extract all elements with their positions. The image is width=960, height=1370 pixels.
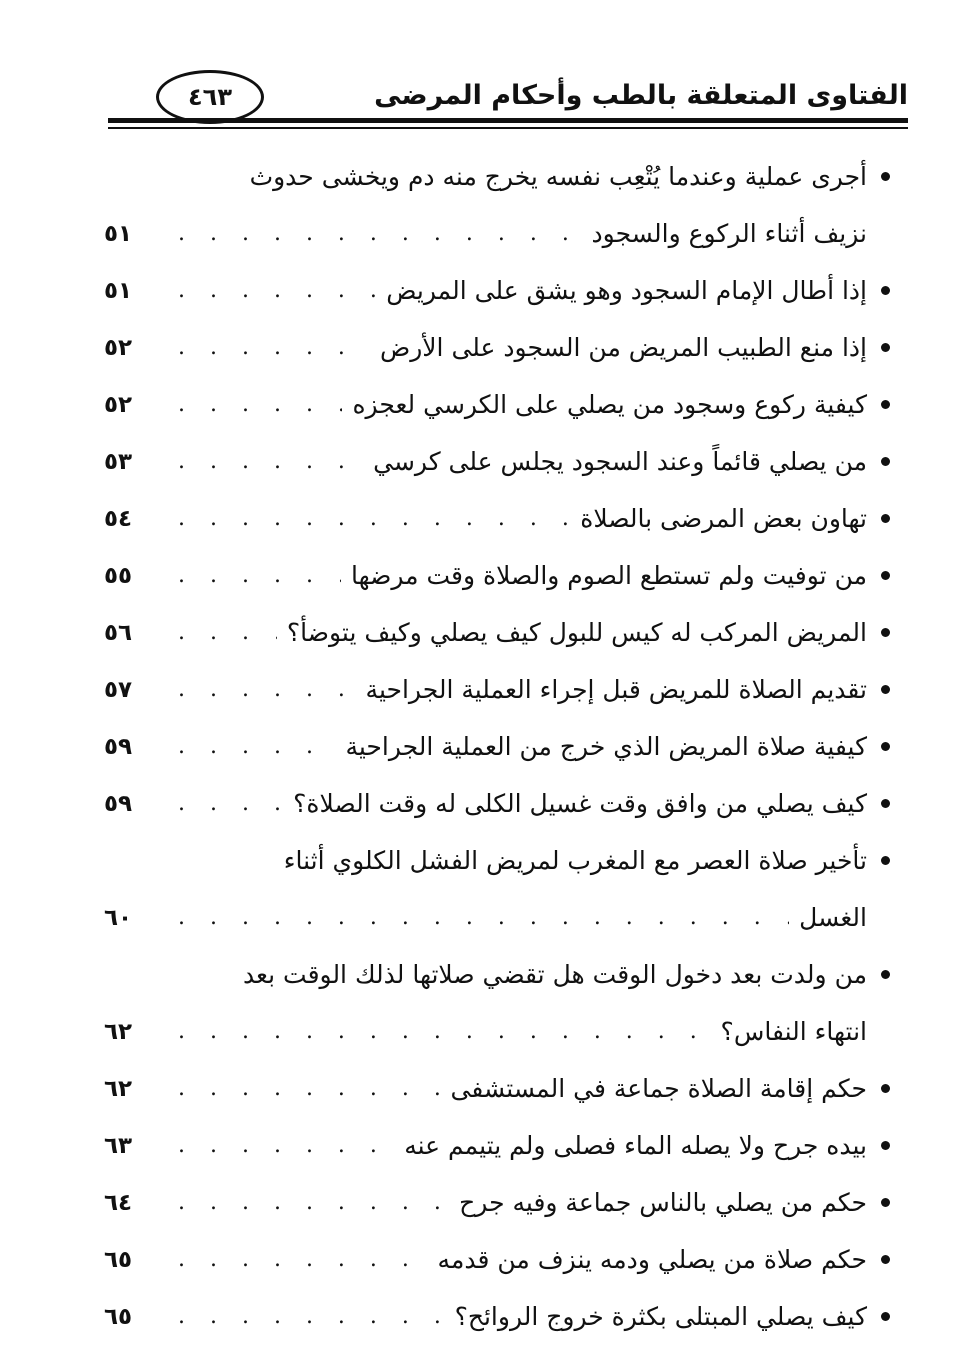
bullet-icon <box>881 1084 890 1093</box>
dot-leader <box>178 506 570 531</box>
toc-page-number: ٦٥ <box>104 1303 133 1330</box>
toc-line <box>100 1117 890 1174</box>
dot-leader <box>178 791 283 816</box>
bullet-icon <box>881 457 890 466</box>
toc-page-number: ٥٩ <box>104 733 133 760</box>
bullet-icon <box>881 400 890 409</box>
bullet-icon <box>881 1141 890 1150</box>
bullet-icon <box>881 343 890 352</box>
toc-entry <box>100 1174 890 1231</box>
toc-entry-title: كيفية ركوع وسجود من يصلي على الكرسي لعجزه <box>352 390 867 419</box>
toc-line <box>100 889 890 946</box>
toc-line <box>100 1288 890 1345</box>
toc-page-number: ٦٢ <box>104 1018 133 1045</box>
toc-page-number: ٥٧ <box>104 676 133 703</box>
dot-leader <box>178 734 335 759</box>
toc-entry <box>100 433 890 490</box>
toc-line <box>100 490 890 547</box>
dot-leader <box>178 392 342 417</box>
toc-entry-title: انتهاء النفاس؟ <box>720 1017 867 1046</box>
toc-entry-title: إذا أطال الإمام السجود وهو يشق على المريض <box>386 276 867 305</box>
bullet-icon <box>881 286 890 295</box>
dot-leader <box>178 1076 441 1101</box>
bullet-icon <box>881 1312 890 1321</box>
toc-entry <box>100 1117 890 1174</box>
toc-entry-title: كيفية صلاة المريض الذي خرج من العملية الجراحية <box>345 732 867 761</box>
bullet-icon <box>881 742 890 751</box>
bullet-icon <box>881 856 890 865</box>
toc-entry-title: كيف يصلي المبتلى بكثرة خروج الروائح؟ <box>454 1302 867 1331</box>
toc-line <box>100 718 890 775</box>
toc-entry-title: تقديم الصلاة للمريض قبل إجراء العملية الجراحية <box>365 675 867 704</box>
bullet-icon <box>881 172 890 181</box>
toc-line <box>100 1003 890 1060</box>
toc-page-number: ٥٢ <box>104 334 133 361</box>
dot-leader <box>178 278 376 303</box>
toc-page-number: ٥٤ <box>104 505 133 532</box>
toc-entry-title: حكم من يصلي بالناس جماعة وفيه جرح <box>459 1188 867 1217</box>
toc-page-number: ٦٥ <box>104 1246 133 1273</box>
bullet-icon <box>881 1198 890 1207</box>
toc-entry <box>100 547 890 604</box>
toc-entry <box>100 262 890 319</box>
toc-entry <box>100 661 890 718</box>
toc-entry-title: حكم صلاة من يصلي ودمه ينزف من قدمه <box>437 1245 867 1274</box>
toc-page-number: ٥١ <box>104 220 133 247</box>
dot-leader <box>178 221 582 246</box>
dot-leader <box>178 1304 445 1329</box>
toc-line <box>100 1174 890 1231</box>
dot-leader <box>178 905 789 930</box>
toc-line <box>100 1231 890 1288</box>
toc-entry-title: حكم إقامة الصلاة جماعة في المستشفى <box>450 1074 867 1103</box>
toc-page-number: ٦٤ <box>104 1189 133 1216</box>
toc-line <box>100 661 890 718</box>
page-number-oval <box>156 70 264 124</box>
dot-leader <box>178 335 370 360</box>
toc-line <box>100 604 890 661</box>
dot-leader <box>178 1247 428 1272</box>
toc-entry-title: كيف يصلي من وافق وقت غسيل الكلى له وقت الصلاة؟ <box>293 789 867 818</box>
toc-page-number: ٦٠ <box>104 904 133 931</box>
bullet-icon <box>881 571 890 580</box>
bullet-icon <box>881 970 890 979</box>
toc-page-number: ٦٢ <box>104 1075 133 1102</box>
toc-entry-title: تأخير صلاة العصر مع المغرب لمريض الفشل الكلوي أثناء <box>283 846 867 875</box>
toc-line <box>100 148 890 205</box>
toc-entry-title: إذا منع الطبيب المريض من السجود على الأرض <box>380 333 867 362</box>
dot-leader <box>178 563 341 588</box>
toc-page-number: ٥١ <box>104 277 133 304</box>
toc-line <box>100 319 890 376</box>
toc-line <box>100 262 890 319</box>
toc-line <box>100 433 890 490</box>
toc-entry-title: بيده جرح ولا يصله الماء فصلى ولم يتيمم عنه <box>404 1131 867 1160</box>
toc-line <box>100 205 890 262</box>
toc-entry-title: من يصلي قائماً وعند السجود يجلس على كرسي <box>373 447 867 476</box>
bullet-icon <box>881 1255 890 1264</box>
toc-page-number: ٥٥ <box>104 562 133 589</box>
toc-entry <box>100 1288 890 1345</box>
toc-entry <box>100 604 890 661</box>
dot-leader <box>178 1190 449 1215</box>
bullet-icon <box>881 685 890 694</box>
toc-entry <box>100 490 890 547</box>
toc-page-number: ٥٩ <box>104 790 133 817</box>
bullet-icon <box>881 628 890 637</box>
toc-line <box>100 1060 890 1117</box>
toc-line <box>100 376 890 433</box>
toc-entry-title: تهاون بعض المرضى بالصلاة <box>580 504 867 533</box>
toc-page-number: ٦٣ <box>104 1132 133 1159</box>
toc-entry <box>100 1060 890 1117</box>
dot-leader <box>178 449 363 474</box>
header-rule-thick <box>108 118 908 123</box>
toc-entry <box>100 718 890 775</box>
toc-entry <box>100 1231 890 1288</box>
toc-entry <box>100 319 890 376</box>
header-title: الفتاوى المتعلقة بالطب وأحكام المرضى <box>374 80 908 111</box>
toc-line <box>100 946 890 1003</box>
toc-entry <box>100 148 890 262</box>
toc-entry-title: أجرى عملية وعندما يُتْعِب نفسه يخرج منه دم ويخشى حدوث <box>249 162 867 191</box>
toc-page-number: ٥٣ <box>104 448 133 475</box>
dot-leader <box>178 1133 394 1158</box>
toc-entry <box>100 376 890 433</box>
toc-entry <box>100 832 890 946</box>
toc-entry-title: الغسل <box>799 903 867 932</box>
dot-leader <box>178 620 277 645</box>
toc-line <box>100 832 890 889</box>
dot-leader <box>178 1019 711 1044</box>
toc-entry-title: المريض المركب له كيس للبول كيف يصلي وكيف يتوضأ؟ <box>286 618 867 647</box>
toc-entry <box>100 775 890 832</box>
toc-page-number: ٥٢ <box>104 391 133 418</box>
toc-line <box>100 547 890 604</box>
bullet-icon <box>881 799 890 808</box>
toc-entry-title: من ولدت بعد دخول الوقت هل تقضي صلاتها لذلك الوقت بعد <box>242 960 867 989</box>
bullet-icon <box>881 514 890 523</box>
toc-entry <box>100 946 890 1060</box>
table-of-contents <box>100 148 890 1345</box>
toc-entry-title: من توفيت ولم تستطع الصوم والصلاة وقت مرضها <box>350 561 867 590</box>
toc-entry-title: نزيف أثناء الركوع والسجود <box>591 219 867 248</box>
dot-leader <box>178 677 356 702</box>
toc-page-number: ٥٦ <box>104 619 133 646</box>
page-number: ٤٦٣ <box>188 83 232 111</box>
toc-line <box>100 775 890 832</box>
header-rule-thin <box>108 127 908 129</box>
